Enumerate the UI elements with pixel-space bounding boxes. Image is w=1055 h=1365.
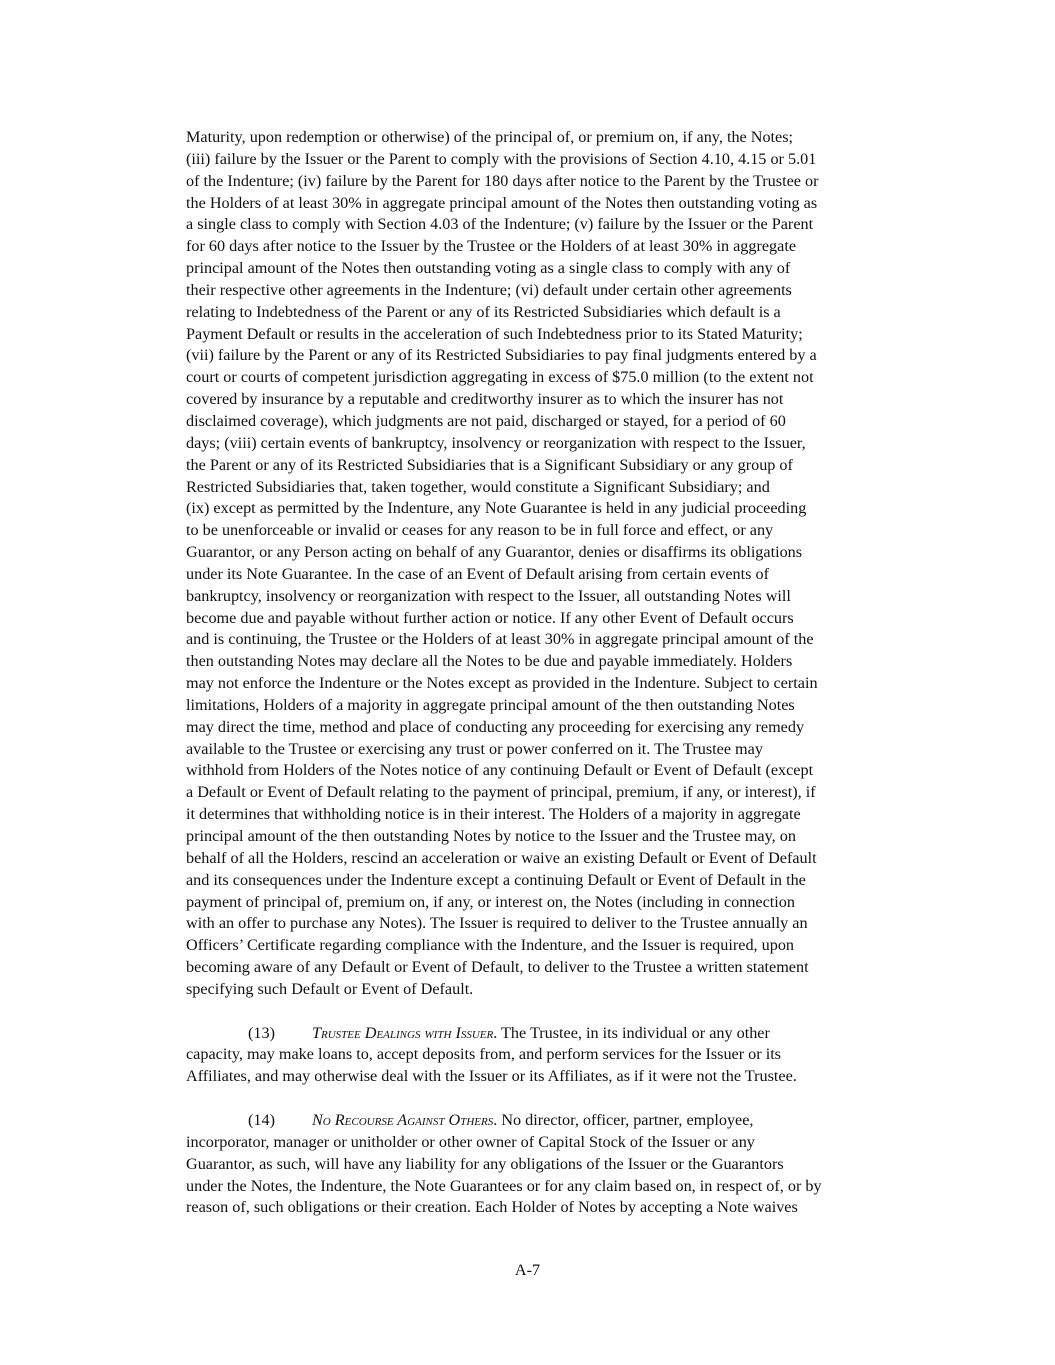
section-13-number: (13) [248, 1023, 275, 1042]
body-line: withhold from Holders of the Notes notice of any continuing Default or Event of Default (except [186, 761, 814, 780]
body-line: with an offer to purchase any Notes). The Issuer is required to deliver to the Trustee annually an [186, 914, 808, 933]
body-line: for 60 days after notice to the Issuer by the Trustee or the Holders of at least 30% in aggregate [186, 237, 797, 256]
body-line: principal amount of the then outstanding Notes by notice to the Issuer and the Trustee may, on [186, 827, 796, 845]
section-14-line: reason of, such obligations or their creation. Each Holder of Notes by accepting a Note waives [186, 1198, 798, 1217]
body-line: Restricted Subsidiaries that, taken together, would constitute a Significant Subsidiary; and [186, 477, 770, 496]
body-line: court or courts of competent jurisdiction aggregating in excess of $75.0 million (to the extent not [186, 368, 814, 387]
body-line: days; (viii) certain events of bankruptcy, insolvency or reorganization with respect to the Issuer, [186, 433, 806, 452]
paragraph-gap [186, 1088, 946, 1110]
section-14-first-line [186, 1110, 946, 1132]
section-14-heading: No Recourse Against Others [312, 1110, 494, 1129]
events-of-default-paragraph [186, 127, 946, 1001]
section-14 [186, 1110, 946, 1219]
body-line: bankruptcy, insolvency or reorganization with respect to the Issuer, all outstanding Notes will [186, 586, 791, 605]
section-14-first-line-text: . No director, officer, partner, employee, [493, 1110, 754, 1129]
body-line: Officers’ Certificate regarding compliance with the Indenture, and the Issuer is required, upon [186, 936, 795, 955]
body-line: Maturity, upon redemption or otherwise) of the principal of, or premium on, if any, the Notes; [186, 128, 794, 146]
section-13-heading: Trustee Dealings with Issuer [312, 1023, 494, 1042]
body-line: available to the Trustee or exercising any trust or power conferred on it. The Trustee may [186, 739, 763, 758]
body-line: behalf of all the Holders, rescind an acceleration or waive an existing Default or Event of Default [186, 848, 817, 867]
body-line: may not enforce the Indenture or the Notes except as provided in the Indenture. Subject to certain [186, 674, 818, 693]
body-line: Guarantor, or any Person acting on behalf of any Guarantor, denies or disaffirms its obligations [186, 543, 803, 562]
page-number: A-7 [514, 1261, 541, 1279]
body-line: and is continuing, the Trustee or the Holders of at least 30% in aggregate principal amount of the [186, 630, 814, 649]
body-line: the Holders of at least 30% in aggregate principal amount of the Notes then outstanding voting as [186, 193, 818, 212]
section-14-line: incorporator, manager or unitholder or other owner of Capital Stock of the Issuer or any [186, 1132, 755, 1151]
body-line: their respective other agreements in the Indenture; (vi) default under certain other agreements [186, 280, 792, 299]
section-14-number: (14) [248, 1110, 275, 1129]
body-line: a Default or Event of Default relating to the payment of principal, premium, if any, or interest), if [186, 783, 816, 802]
body-line: principal amount of the Notes then outstanding voting as a single class to comply with any of [186, 259, 791, 278]
body-line: to be unenforceable or invalid or ceases for any reason to be in full force and effect, or any [186, 521, 774, 540]
body-line: (iii) failure by the Issuer or the Parent to comply with the provisions of Section 4.10, 4.15 or 5.01 [186, 149, 817, 168]
body-line: it determines that withholding notice is in their interest. The Holders of a majority in aggregate [186, 805, 801, 824]
section-13 [186, 1023, 946, 1089]
document-page [186, 127, 946, 1219]
body-line: payment of principal of, premium on, if any, or interest on, the Notes (including in connection [186, 892, 795, 911]
body-line: (vii) failure by the Parent or any of its Restricted Subsidiaries to pay final judgments entered by a [186, 346, 817, 365]
body-line: limitations, Holders of a majority in aggregate principal amount of the then outstanding Notes [186, 695, 795, 714]
body-line: the Parent or any of its Restricted Subsidiaries that is a Significant Subsidiary or any group of [186, 455, 793, 474]
body-line: disclaimed coverage), which judgments are not paid, discharged or stayed, for a period of 60 [186, 411, 786, 430]
body-line: covered by insurance by a reputable and creditworthy insurer as to which the insurer has not [186, 390, 784, 409]
body-line: (ix) except as permitted by the Indenture, any Note Guarantee is held in any judicial proceeding [186, 499, 807, 518]
body-line: specifying such Default or Event of Default. [186, 979, 474, 998]
body-line: of the Indenture; (iv) failure by the Parent for 180 days after notice to the Parent by the Trustee or [186, 171, 819, 190]
section-14-line: Guarantor, as such, will have any liability for any obligations of the Issuer or the Guarantors [186, 1154, 784, 1173]
body-line: a single class to comply with Section 4.03 of the Indenture; (v) failure by the Issuer or the Parent [186, 215, 814, 234]
section-13-line: capacity, may make loans to, accept deposits from, and perform services for the Issuer or its [186, 1045, 781, 1064]
section-13-line: Affiliates, and may otherwise deal with the Issuer or its Affiliates, as if it were not the Trustee. [186, 1067, 797, 1086]
body-line: then outstanding Notes may declare all the Notes to be due and payable immediately. Holders [186, 652, 793, 671]
body-line: may direct the time, method and place of conducting any proceeding for exercising any remedy [186, 717, 805, 736]
body-line: becoming aware of any Default or Event of Default, to deliver to the Trustee a written statement [186, 958, 809, 977]
section-14-line: under the Notes, the Indenture, the Note Guarantees or for any claim based on, in respect of, or by [186, 1176, 822, 1195]
section-13-first-line [186, 1023, 946, 1045]
body-line: and its consequences under the Indenture except a continuing Default or Event of Default in the [186, 870, 806, 889]
body-line: become due and payable without further action or notice. If any other Event of Default occurs [186, 608, 794, 627]
section-13-first-line-text: . The Trustee, in its individual or any other [493, 1023, 770, 1042]
body-line: under its Note Guarantee. In the case of an Event of Default arising from certain events of [186, 564, 769, 583]
paragraph-gap [186, 1001, 946, 1023]
body-line: relating to Indebtedness of the Parent or any of its Restricted Subsidiaries which default is a [186, 302, 781, 321]
body-line: Payment Default or results in the acceleration of such Indebtedness prior to its Stated Maturity; [186, 324, 803, 343]
